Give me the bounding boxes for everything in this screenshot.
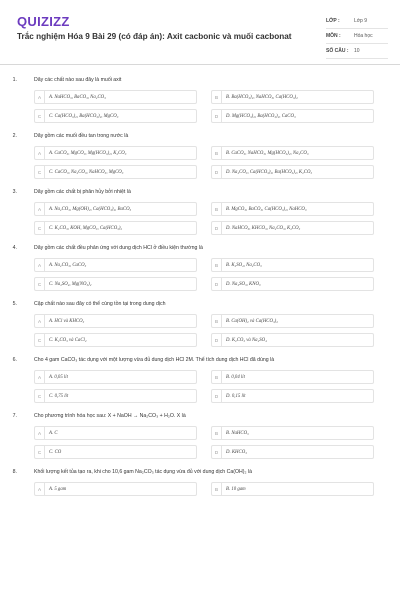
option-letter-badge: B (212, 427, 222, 439)
option-text: A. HCl và KHCO₃ (49, 318, 85, 324)
option-text: B. NaHCO₃ (226, 430, 249, 436)
answer-option-a[interactable] (34, 482, 197, 496)
answer-option-a[interactable] (34, 258, 197, 272)
question-number: 7. (12, 413, 17, 419)
option-letter-badge: B (212, 315, 222, 327)
answer-options (34, 314, 374, 347)
meta-row-count (326, 44, 388, 59)
meta-row-subject (326, 29, 388, 44)
answer-options (34, 482, 374, 496)
answer-options (34, 426, 374, 459)
answer-option-c[interactable] (34, 165, 197, 179)
option-text: A. CaCO₃, MgCO₃, Mg(HCO₃)₂, K₂CO₃ (49, 150, 127, 156)
question-5 (0, 298, 400, 347)
answer-options (34, 202, 374, 235)
question-number: 1. (12, 77, 17, 83)
answer-option-a[interactable] (34, 90, 197, 104)
option-text: D. Na₂SO₃, KNO₃ (226, 281, 261, 287)
question-text: Cho phương trình hóa học sau: X + NaOH → Na₂CO₃ + H₂O. X là (34, 413, 186, 419)
question-header (0, 466, 400, 478)
question-number: 3. (12, 189, 17, 195)
question-8 (0, 466, 400, 496)
question-header (0, 354, 400, 366)
question-text: Khối lượng kết tủa tạo ra, khi cho 10,6 gam Na₂CO₃ tác dụng vừa đủ với dung dịch Ca(OH)₂ là (34, 469, 252, 475)
answer-option-d[interactable] (211, 109, 374, 123)
meta-value: Lớp 9 (354, 18, 368, 24)
question-7 (0, 410, 400, 459)
question-number: 5. (12, 301, 17, 307)
option-text: B. 0,04 lít (226, 374, 245, 380)
answer-option-c[interactable] (34, 277, 197, 291)
answer-option-d[interactable] (211, 333, 374, 347)
option-letter-badge: A (35, 427, 45, 439)
option-text: C. Na₂SO₄, Mg(NO₃)₂ (49, 281, 92, 287)
option-text: C. K₂CO₃ và CaCl₂ (49, 337, 87, 343)
answer-option-d[interactable] (211, 445, 374, 459)
answer-option-b[interactable] (211, 482, 374, 496)
worksheet-meta (326, 14, 388, 59)
meta-label: LỚP : (326, 18, 340, 24)
meta-value: Hóa học (354, 33, 373, 39)
option-letter-badge: C (35, 110, 45, 122)
option-letter-badge: A (35, 259, 45, 271)
meta-value: 10 (354, 48, 360, 54)
answer-option-c[interactable] (34, 333, 197, 347)
meta-label: MÔN : (326, 33, 341, 39)
option-text: A. C (49, 430, 58, 436)
option-letter-badge: D (212, 166, 222, 178)
worksheet-header (0, 0, 400, 65)
question-text: Dãy gồm các chất bị phân hủy bởi nhiệt là (34, 189, 131, 195)
question-1 (0, 74, 400, 123)
option-letter-badge: B (212, 371, 222, 383)
question-2 (0, 130, 400, 179)
option-letter-badge: B (212, 91, 222, 103)
option-text: C. K₂CO₃, KOH, MgCO₃, Ca(HCO₃)₂ (49, 225, 123, 231)
question-header (0, 186, 400, 198)
option-text: B. 10 gam (226, 486, 246, 492)
answer-option-b[interactable] (211, 370, 374, 384)
question-number: 6. (12, 357, 17, 363)
option-letter-badge: C (35, 222, 45, 234)
option-letter-badge: A (35, 147, 45, 159)
option-letter-badge: D (212, 390, 222, 402)
answer-option-d[interactable] (211, 277, 374, 291)
question-6 (0, 354, 400, 403)
answer-option-d[interactable] (211, 165, 374, 179)
option-text: B. Ba(HCO₃)₂, NaHCO₃, Ca(HCO₃)₂ (226, 94, 298, 100)
answer-option-b[interactable] (211, 314, 374, 328)
option-text: B. MgCO₃, BaCO₃, Ca(HCO₃)₂, NaHCO₃ (226, 206, 307, 212)
option-letter-badge: B (212, 259, 222, 271)
option-letter-badge: D (212, 446, 222, 458)
option-letter-badge: B (212, 147, 222, 159)
question-3 (0, 186, 400, 235)
quizizz-logo: QUIZIZZ (17, 14, 70, 29)
answer-option-a[interactable] (34, 314, 197, 328)
option-letter-badge: C (35, 166, 45, 178)
answer-option-a[interactable] (34, 146, 197, 160)
answer-option-c[interactable] (34, 109, 197, 123)
meta-label: SỐ CÂU : (326, 48, 349, 54)
option-letter-badge: A (35, 371, 45, 383)
answer-option-c[interactable] (34, 389, 197, 403)
answer-options (34, 370, 374, 403)
answer-option-a[interactable] (34, 370, 197, 384)
question-number: 2. (12, 133, 17, 139)
answer-option-b[interactable] (211, 426, 374, 440)
answer-option-d[interactable] (211, 389, 374, 403)
option-letter-badge: D (212, 222, 222, 234)
option-text: B. CaCO₃, NaHCO₃, Mg(HCO₃)₂, Na₂CO₃ (226, 150, 309, 156)
answer-options (34, 146, 374, 179)
answer-options (34, 258, 374, 291)
answer-option-c[interactable] (34, 445, 197, 459)
option-text: D. NaHCO₃, KHCO₃, Na₂CO₃, K₂CO₃ (226, 225, 301, 231)
option-text: C. 0,75 lít (49, 393, 69, 399)
option-text: A. NaHCO₃, BaCO₃, Na₂CO₃ (49, 94, 106, 100)
worksheet-title: Trắc nghiệm Hóa 9 Bài 29 (có đáp án): Axit cacbonic và muối cacbonat (17, 32, 292, 41)
option-letter-badge: A (35, 91, 45, 103)
option-text: B. K₂SO₄, Na₂CO₃ (226, 262, 262, 268)
option-text: A. Na₂CO₃, CaCO₃ (49, 262, 87, 268)
option-text: A. 5 gam (49, 486, 67, 492)
question-text: Cho 4 gam CaCO₃ tác dụng với một lượng vừa đủ dung dịch HCl 2M. Thể tích dung dịch HCl đã dùng là (34, 357, 275, 363)
option-letter-badge: A (35, 315, 45, 327)
option-text: C. CaCO₃, Na₂CO₃, NaHCO₃, MgCO₃ (49, 169, 124, 175)
option-text: D. K₂CO₃ và Na₂SO₄ (226, 337, 267, 343)
option-text: C. Ca(HCO₃)₂, Ba(HCO₃)₂, MgCO₃ (49, 113, 119, 119)
question-text: Dãy các chất nào sau đây là muối axit (34, 77, 122, 83)
meta-row-grade (326, 14, 388, 29)
option-text: D. 0,15 lít (226, 393, 246, 399)
option-letter-badge: D (212, 334, 222, 346)
option-letter-badge: A (35, 203, 45, 215)
option-letter-badge: D (212, 110, 222, 122)
answer-option-a[interactable] (34, 426, 197, 440)
question-text: Cặp chất nào sau đây có thể cùng tồn tại trong dung dịch (34, 301, 166, 307)
option-text: D. Mg(HCO₃)₂, Ba(HCO₃)₂, CaCO₃ (226, 113, 296, 119)
question-text: Dãy gồm các muối đều tan trong nước là (34, 133, 129, 139)
option-letter-badge: C (35, 334, 45, 346)
answer-option-c[interactable] (34, 221, 197, 235)
answer-option-b[interactable] (211, 90, 374, 104)
question-number: 4. (12, 245, 17, 251)
option-text: C. CO (49, 449, 62, 455)
option-text: B. Ca(OH)₂ và Ca(HCO₃)₂ (226, 318, 278, 324)
option-letter-badge: C (35, 278, 45, 290)
question-header (0, 410, 400, 422)
option-text: D. Na₂CO₃, Ca(HCO₃)₂, Ba(HCO₃)₂, K₂CO₃ (226, 169, 313, 175)
question-4 (0, 242, 400, 291)
option-letter-badge: C (35, 446, 45, 458)
question-list (0, 74, 400, 503)
answer-option-d[interactable] (211, 221, 374, 235)
option-letter-badge: A (35, 483, 45, 495)
option-letter-badge: B (212, 483, 222, 495)
question-header (0, 242, 400, 254)
answer-option-b[interactable] (211, 202, 374, 216)
option-letter-badge: B (212, 203, 222, 215)
answer-options (34, 90, 374, 123)
option-text: A. 0,05 lít (49, 374, 68, 380)
question-header (0, 298, 400, 310)
option-text: A. Na₂CO₃, Mg(OH)₂, Ca(HCO₃)₂, BaCO₃ (49, 206, 132, 212)
option-letter-badge: D (212, 278, 222, 290)
option-text: D. KHCO₃ (226, 449, 247, 455)
answer-option-b[interactable] (211, 146, 374, 160)
answer-option-b[interactable] (211, 258, 374, 272)
question-header (0, 74, 400, 86)
option-letter-badge: C (35, 390, 45, 402)
question-text: Dãy gồm các chất đều phản ứng với dung dịch HCl ở điều kiện thường là (34, 245, 203, 251)
question-header (0, 130, 400, 142)
question-number: 8. (12, 469, 17, 475)
answer-option-a[interactable] (34, 202, 197, 216)
